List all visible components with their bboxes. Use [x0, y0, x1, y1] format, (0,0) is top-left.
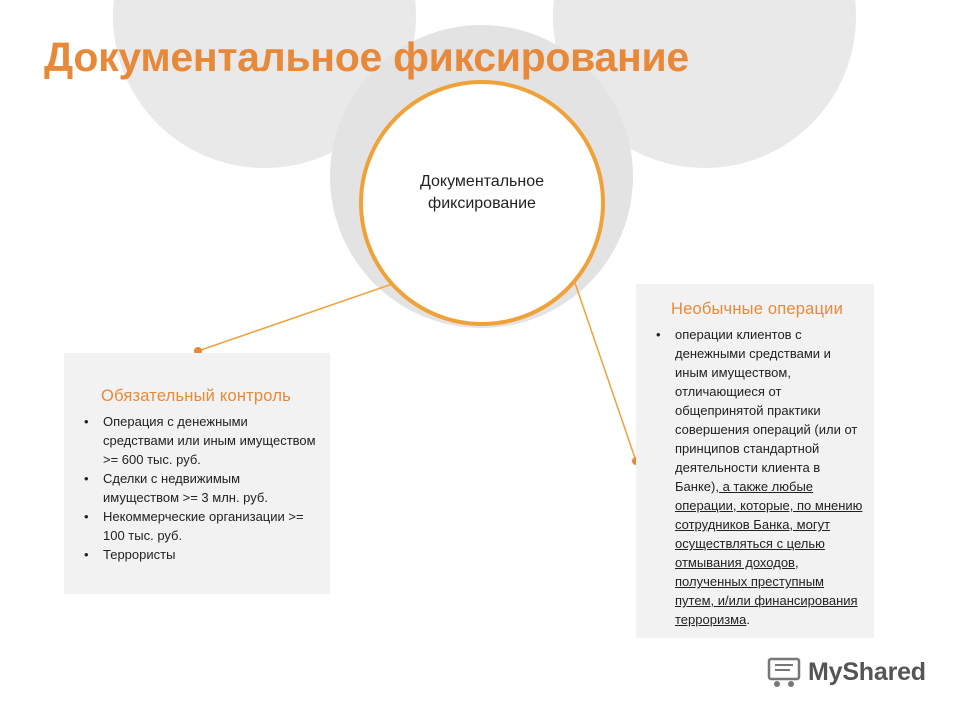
center-node-label — [397, 171, 567, 215]
logo-text: MyShared — [808, 657, 926, 686]
mandatory-control-list — [76, 412, 316, 564]
mandatory-control-box — [64, 353, 330, 594]
list-item: • Террористы — [76, 545, 316, 564]
connector-left — [198, 282, 398, 351]
item-end: . — [746, 612, 750, 627]
center-node — [359, 80, 605, 326]
item-underlined-text: а также любые операции, которые, по мнению сотрудников Банка, могут осуществляться с целью отмывания доходов, полученных преступным путем, и/или финансирования терроризма — [675, 479, 863, 627]
mandatory-control-title: Обязательный контроль — [101, 387, 291, 405]
myshared-logo — [766, 655, 926, 689]
list-item: • Операция с денежными средствами или иным имуществом >= 600 тыс. руб. — [76, 412, 316, 469]
list-item: • Сделки с недвижимым имуществом >= 3 млн. руб. — [76, 469, 316, 507]
center-label-line1: Документальное — [420, 173, 544, 190]
item-separator: , — [715, 479, 719, 494]
connector-right — [574, 280, 636, 461]
slide-title: Документальное фиксирование — [44, 34, 689, 80]
unusual-operations-title: Необычные операции — [670, 300, 844, 318]
list-item: • Некоммерческие организации >= 100 тыс. руб. — [76, 507, 316, 545]
item-plain-text: операции клиентов с денежными средствами и иным имуществом, отличающиеся от общепринятой практики совершения операций (или от принципов стандартной деятельности клиента в Банке) — [675, 327, 858, 494]
unusual-operations-box — [636, 284, 874, 638]
unusual-operations-list — [648, 325, 866, 629]
list-item — [648, 325, 866, 629]
center-label-line2: фиксирование — [428, 195, 536, 212]
shopping-cart-icon — [766, 655, 802, 689]
